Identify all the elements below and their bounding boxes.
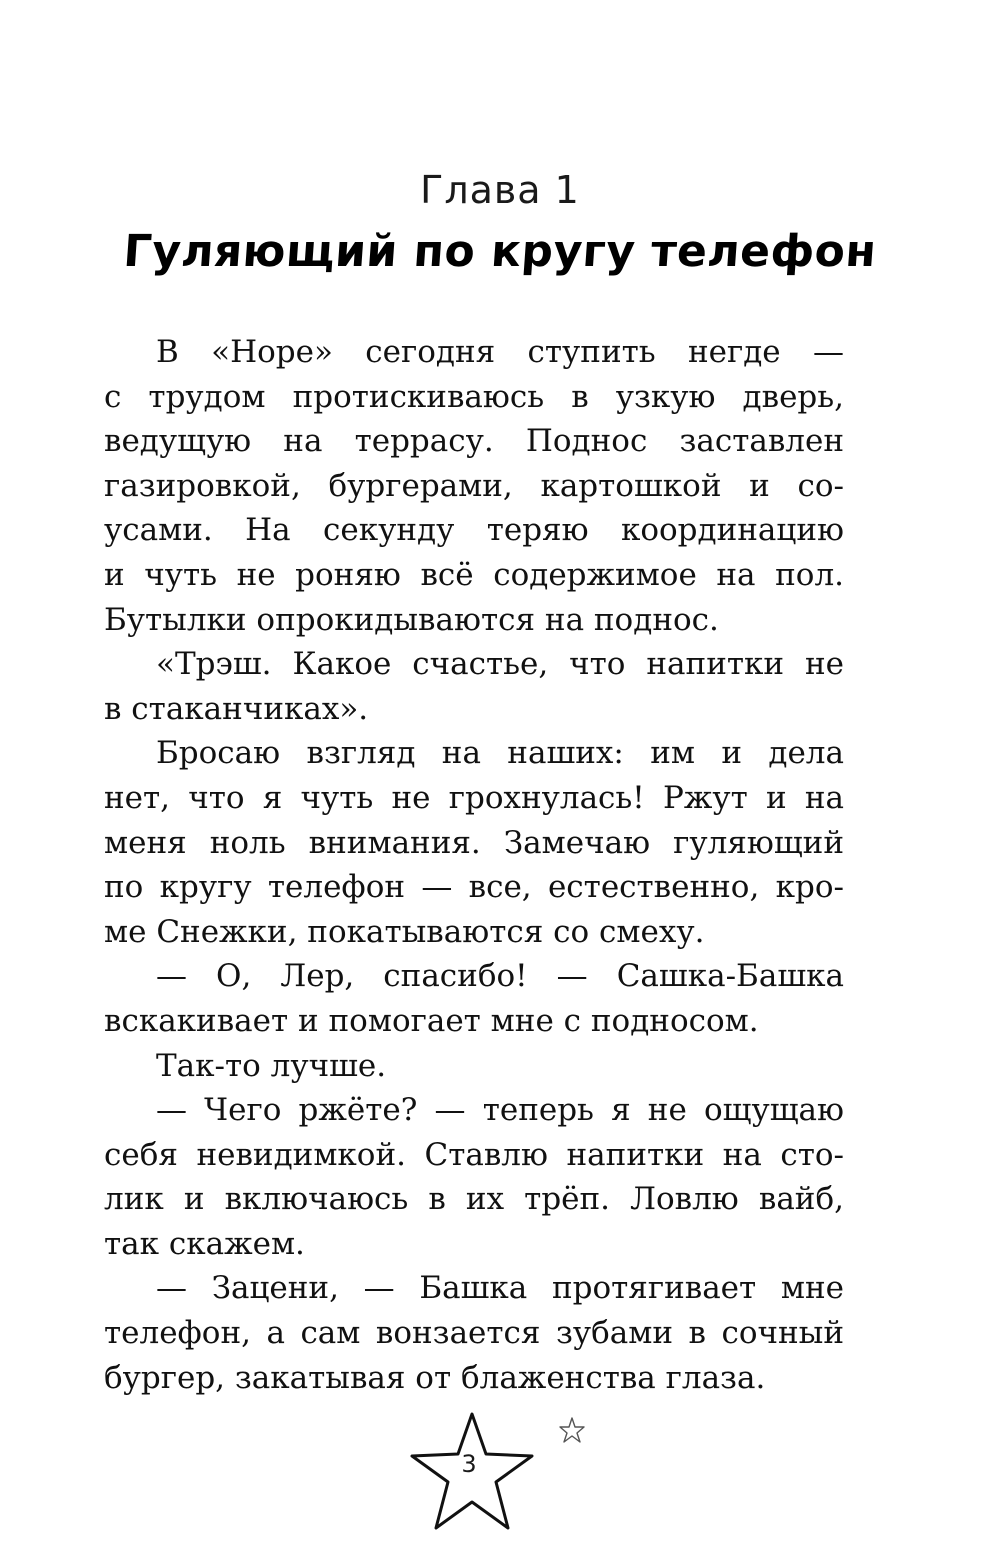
text-line: Бросаю взгляд на наших: им и дела: [156, 735, 844, 772]
text-line: телефон, а сам вонзается зубами в сочный: [104, 1315, 844, 1352]
text-line: — О, Лер, спасибо! — Сашка-Башка: [156, 958, 844, 995]
text-line: — Чего ржёте? — теперь я не ощущаю: [156, 1092, 844, 1129]
text-line: усами. На секунду теряю координацию: [104, 512, 844, 549]
text-line: так скажем.: [104, 1225, 305, 1262]
text-line: бургер, закатывая от блаженства глаза.: [104, 1359, 766, 1396]
text-line: «Трэш. Какое счастье, что напитки не: [156, 646, 844, 683]
text-line: лик и включаюсь в их трёп. Ловлю вайб,: [104, 1181, 844, 1218]
text-line: себя невидимкой. Ставлю напитки на сто-: [104, 1136, 844, 1173]
text-line: Так-то лучше.: [156, 1047, 387, 1084]
chapter-title: Гуляющий по кругу телефон: [121, 226, 879, 277]
text-line: по кругу телефон — все, естественно, кро-: [104, 869, 844, 906]
text-line: с трудом протискиваюсь в узкую дверь,: [104, 378, 844, 415]
text-line: — Зацени, — Башка протягивает мне: [156, 1270, 844, 1307]
page-number: 3: [461, 1450, 477, 1478]
text-line: ведущую на террасу. Поднос заставлен: [104, 423, 844, 460]
body-text: [104, 330, 844, 1400]
text-line: Бутылки опрокидываются на поднос.: [104, 601, 719, 638]
text-line: В «Норе» сегодня ступить негде —: [156, 334, 844, 370]
chapter-label: Глава 1: [420, 168, 580, 212]
text-line: нет, что я чуть не грохнулась! Ржут и на: [104, 779, 844, 816]
text-line: вскакивает и помогает мне с подносом.: [104, 1002, 759, 1039]
text-line: и чуть не роняю всё содержимое на пол.: [104, 556, 844, 593]
text-line: ме Снежки, покатываются со смеху.: [104, 913, 705, 950]
text-line: в стаканчиках».: [104, 690, 369, 727]
text-line: газировкой, бургерами, картошкой и со-: [104, 467, 844, 504]
small-star-icon: [558, 1416, 586, 1444]
text-line: меня ноль внимания. Замечаю гуляющий: [104, 824, 844, 861]
